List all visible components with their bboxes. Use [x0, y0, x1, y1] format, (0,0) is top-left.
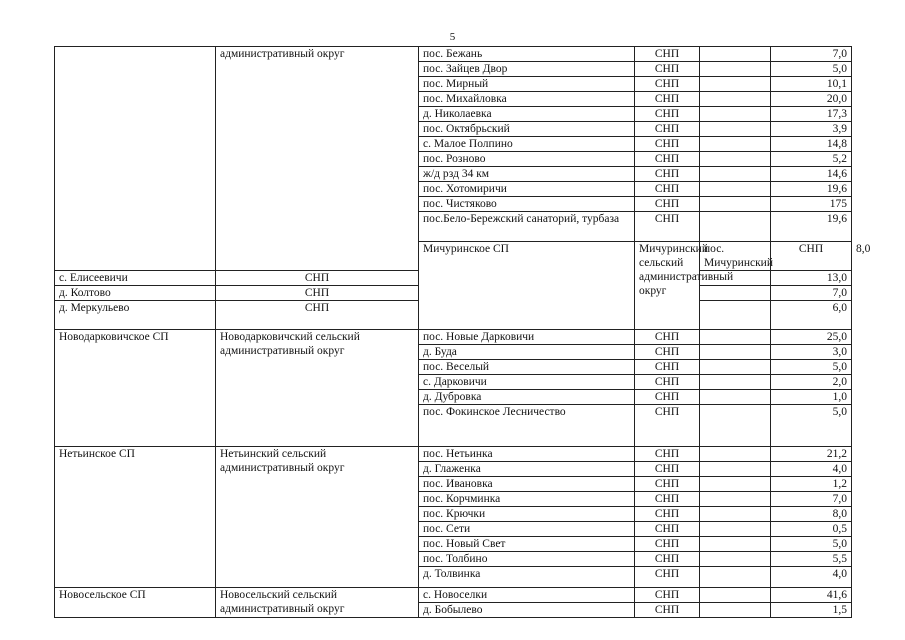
settlement-name: пос. Толбино: [419, 552, 635, 567]
settlement-value: 1,0: [771, 390, 852, 405]
sp-cell: Новодарковичское СП: [55, 330, 216, 447]
settlement-value: 3,0: [771, 345, 852, 360]
extra-cell: [700, 47, 771, 62]
settlement-type: СНП: [635, 360, 700, 375]
extra-cell: [700, 107, 771, 122]
page-number: 5: [449, 31, 456, 43]
settlement-type: СНП: [635, 345, 700, 360]
settlement-name: пос. Сети: [419, 522, 635, 537]
settlement-type: СНП: [635, 107, 700, 122]
extra-cell: [700, 360, 771, 375]
settlement-value: 14,8: [771, 137, 852, 152]
settlement-type: СНП: [635, 537, 700, 552]
table-row: Мичуринское СП Мичуринский сельский административный округ пос. Мичуринский СНП 8,0: [55, 242, 852, 271]
extra-cell: [700, 152, 771, 167]
settlement-type: СНП: [635, 122, 700, 137]
settlement-name: пос. Мичуринский: [700, 242, 771, 271]
extra-cell: [700, 522, 771, 537]
okrug-cell: Нетьинский сельский административный округ: [216, 447, 419, 588]
table-row: [55, 588, 852, 603]
extra-cell: [700, 137, 771, 152]
settlement-value: 6,0: [771, 301, 852, 330]
settlement-name: пос. Мирный: [419, 77, 635, 92]
extra-cell: [700, 552, 771, 567]
settlement-name: пос. Ивановка: [419, 477, 635, 492]
extra-cell: [700, 62, 771, 77]
settlement-value: 1,2: [771, 477, 852, 492]
extra-cell: [700, 375, 771, 390]
extra-cell: [700, 301, 771, 330]
settlement-value: 2,0: [771, 375, 852, 390]
settlement-type: СНП: [635, 588, 700, 603]
settlement-name: пос. Октябрьский: [419, 122, 635, 137]
settlement-type: СНП: [216, 271, 419, 286]
settlement-name: пос. Новый Свет: [419, 537, 635, 552]
settlement-type: СНП: [635, 390, 700, 405]
settlement-value: 5,2: [771, 152, 852, 167]
settlement-type: СНП: [635, 375, 700, 390]
settlement-type: СНП: [635, 77, 700, 92]
settlement-value: 17,3: [771, 107, 852, 122]
settlement-type: СНП: [635, 447, 700, 462]
settlement-type: СНП: [635, 92, 700, 107]
settlement-value: 7,0: [771, 286, 852, 301]
extra-cell: [700, 477, 771, 492]
settlement-value: 20,0: [771, 92, 852, 107]
settlement-type: СНП: [635, 197, 700, 212]
settlement-value: 3,9: [771, 122, 852, 137]
extra-cell: [700, 588, 771, 603]
settlement-value: 5,0: [771, 537, 852, 552]
settlement-value: 5,5: [771, 552, 852, 567]
settlement-value: 5,0: [771, 62, 852, 77]
settlement-value: 7,0: [771, 492, 852, 507]
settlement-name: пос. Розново: [419, 152, 635, 167]
okrug-cell: Новодарковичский сельский административный округ: [216, 330, 419, 447]
extra-cell: [700, 122, 771, 137]
settlement-name: д. Толвинка: [419, 567, 635, 588]
settlement-type: СНП: [771, 242, 852, 271]
settlement-value: 41,6: [771, 588, 852, 603]
extra-cell: [700, 182, 771, 197]
table-row: [55, 447, 852, 462]
settlement-name: пос. Корчминка: [419, 492, 635, 507]
settlement-name: ж/д рзд 34 км: [419, 167, 635, 182]
settlement-value: 25,0: [771, 330, 852, 345]
settlement-type: СНП: [635, 477, 700, 492]
okrug-cell: административный округ: [216, 47, 419, 271]
settlement-name: с. Новоселки: [419, 588, 635, 603]
settlement-value: 5,0: [771, 360, 852, 375]
settlement-name: с. Елисеевичи: [55, 271, 216, 286]
okrug-cell: Новосельский сельский административный округ: [216, 588, 419, 618]
extra-cell: [700, 405, 771, 447]
settlement-type: СНП: [635, 552, 700, 567]
settlement-type: СНП: [635, 405, 700, 447]
settlement-value: 4,0: [771, 567, 852, 588]
extra-cell: [700, 537, 771, 552]
settlement-value: 7,0: [771, 47, 852, 62]
extra-cell: [700, 92, 771, 107]
settlement-value: 19,6: [771, 182, 852, 197]
settlement-value: 4,0: [771, 462, 852, 477]
extra-cell: [700, 390, 771, 405]
settlement-value: 14,6: [771, 167, 852, 182]
extra-cell: [700, 212, 771, 242]
settlement-name: пос. Зайцев Двор: [419, 62, 635, 77]
settlement-name: пос. Веселый: [419, 360, 635, 375]
extra-cell: [700, 167, 771, 182]
extra-cell: [700, 197, 771, 212]
extra-cell: [700, 345, 771, 360]
settlement-type: СНП: [635, 47, 700, 62]
settlement-name: д. Буда: [419, 345, 635, 360]
settlement-name: д. Николаевка: [419, 107, 635, 122]
settlement-type: СНП: [635, 462, 700, 477]
settlements-table: [54, 46, 871, 618]
extra-cell: [700, 77, 771, 92]
sp-cell: Новосельское СП: [55, 588, 216, 618]
settlement-type: СНП: [635, 212, 700, 242]
settlement-name: д. Бобылево: [419, 603, 635, 618]
settlement-name: пос. Хотомиричи: [419, 182, 635, 197]
settlement-type: СНП: [635, 152, 700, 167]
settlement-name: пос. Новые Дарковичи: [419, 330, 635, 345]
settlement-name: д. Дубровка: [419, 390, 635, 405]
settlement-type: СНП: [635, 182, 700, 197]
settlement-name: пос. Чистяково: [419, 197, 635, 212]
settlement-value: 175: [771, 197, 852, 212]
extra-cell: [700, 330, 771, 345]
settlement-value: 10,1: [771, 77, 852, 92]
settlement-type: СНП: [635, 62, 700, 77]
settlement-value: 8,0: [771, 507, 852, 522]
sp-cell: Нетьинское СП: [55, 447, 216, 588]
settlement-name: с. Малое Полпино: [419, 137, 635, 152]
extra-cell: [700, 286, 771, 301]
settlement-name: пос.Бело-Бережский санаторий, турбаза: [419, 212, 635, 242]
extra-cell: [700, 603, 771, 618]
settlement-type: СНП: [635, 137, 700, 152]
settlement-type: СНП: [216, 301, 419, 330]
sp-cell: Мичуринское СП: [419, 242, 635, 330]
settlement-name: пос. Нетьинка: [419, 447, 635, 462]
settlement-type: СНП: [635, 330, 700, 345]
settlement-type: СНП: [635, 167, 700, 182]
table-row: [55, 330, 852, 345]
settlement-name: д. Меркульево: [55, 301, 216, 330]
settlement-name: пос. Крючки: [419, 507, 635, 522]
settlement-name: д. Колтово: [55, 286, 216, 301]
settlement-name: пос. Фокинское Лесничество: [419, 405, 635, 447]
settlement-value: 21,2: [771, 447, 852, 462]
settlement-type: СНП: [635, 522, 700, 537]
sp-cell: [55, 47, 216, 271]
settlement-type: СНП: [635, 507, 700, 522]
settlement-type: СНП: [216, 286, 419, 301]
settlement-value: 5,0: [771, 405, 852, 447]
extra-cell: [700, 567, 771, 588]
settlement-value: 19,6: [771, 212, 852, 242]
extra-cell: [700, 447, 771, 462]
settlement-name: с. Дарковичи: [419, 375, 635, 390]
settlement-name: пос. Бежань: [419, 47, 635, 62]
settlement-name: д. Глаженка: [419, 462, 635, 477]
settlement-value: 13,0: [771, 271, 852, 286]
extra-cell: [700, 507, 771, 522]
settlement-value: 1,5: [771, 603, 852, 618]
okrug-cell: Мичуринский сельский административный округ: [635, 242, 700, 330]
extra-cell: [700, 462, 771, 477]
extra-cell: [700, 492, 771, 507]
settlement-value: 0,5: [771, 522, 852, 537]
settlement-type: СНП: [635, 492, 700, 507]
settlement-type: СНП: [635, 567, 700, 588]
settlement-type: СНП: [635, 603, 700, 618]
table-row: [55, 47, 852, 62]
settlement-name: пос. Михайловка: [419, 92, 635, 107]
